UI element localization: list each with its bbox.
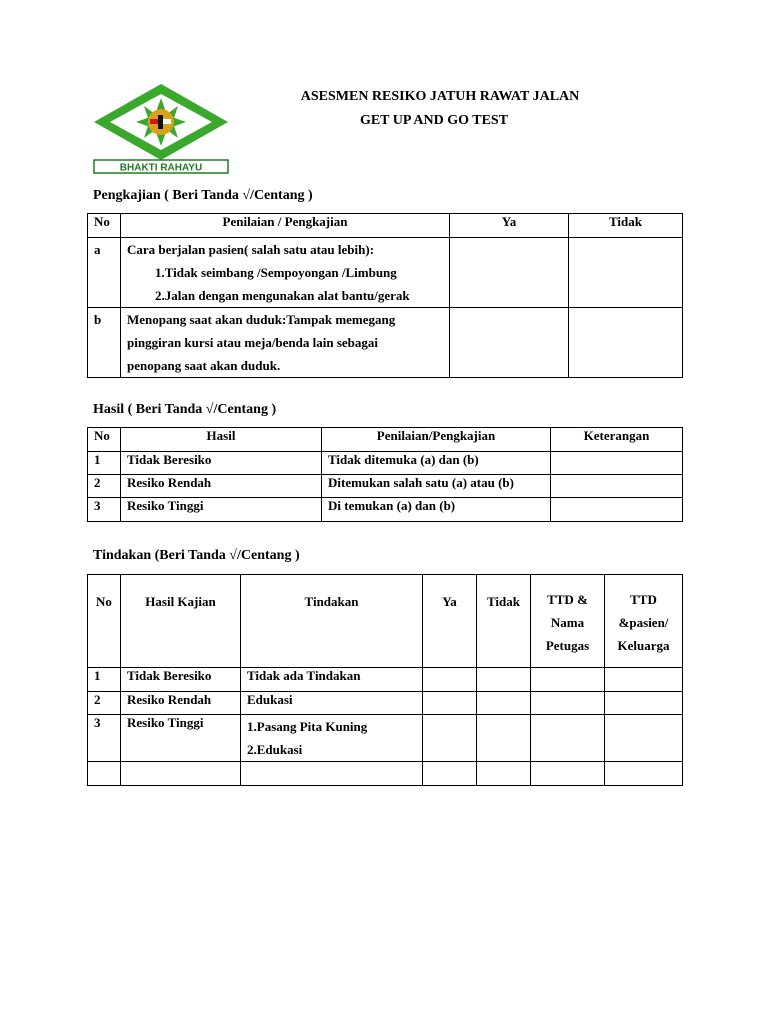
tindakan-line: 1.Pasang Pita Kuning — [247, 719, 368, 734]
penilaian-line: pinggiran kursi atau meja/benda lain sebagai — [127, 335, 379, 350]
table-header-row — [88, 428, 683, 452]
table-row — [88, 498, 683, 522]
tidak-cell[interactable] — [569, 238, 683, 308]
penilaian-line: 1.Tidak seimbang /Sempoyongan /Limbung — [155, 265, 397, 280]
keterangan-cell[interactable] — [551, 475, 683, 498]
row-no: 1 — [88, 452, 121, 475]
hospital-logo — [92, 82, 230, 174]
row-hasil[interactable] — [121, 762, 241, 786]
pengkajian-heading: Pengkajian ( Beri Tanda √/Centang ) — [93, 188, 313, 203]
tidak-cell[interactable] — [477, 715, 531, 762]
ttd-pasien-cell[interactable] — [605, 762, 683, 786]
row-tindakan: Edukasi — [241, 692, 423, 715]
table-row — [88, 715, 683, 762]
row-hasil: Resiko Rendah — [121, 692, 241, 715]
table-row — [88, 668, 683, 692]
keterangan-cell[interactable] — [551, 498, 683, 522]
row-tindakan — [241, 715, 423, 762]
row-penilaian: Di temukan (a) dan (b) — [322, 498, 551, 522]
col-header-ttd-pasien — [605, 575, 683, 668]
row-no: b — [88, 308, 121, 378]
row-tindakan[interactable] — [241, 762, 423, 786]
row-no[interactable] — [88, 762, 121, 786]
header-line: &pasien/ — [618, 615, 669, 630]
header-line: TTD & — [547, 592, 588, 607]
col-header-tidak: Tidak — [569, 214, 683, 238]
ttd-pasien-cell[interactable] — [605, 668, 683, 692]
ttd-pasien-cell[interactable] — [605, 715, 683, 762]
ya-cell[interactable] — [423, 692, 477, 715]
hasil-table — [87, 427, 683, 522]
row-hasil: Resiko Tinggi — [121, 498, 322, 522]
pengkajian-table — [87, 213, 683, 378]
tidak-cell[interactable] — [569, 308, 683, 378]
row-hasil: Tidak Beresiko — [121, 452, 322, 475]
col-header-no: No — [88, 214, 121, 238]
row-hasil: Resiko Rendah — [121, 475, 322, 498]
table-row — [88, 308, 683, 378]
ttd-petugas-cell[interactable] — [531, 762, 605, 786]
penilaian-line: Menopang saat akan duduk:Tampak memegang — [127, 312, 396, 327]
ya-cell[interactable] — [450, 308, 569, 378]
ttd-pasien-cell[interactable] — [605, 692, 683, 715]
row-penilaian: Ditemukan salah satu (a) atau (b) — [322, 475, 551, 498]
tindakan-table — [87, 574, 683, 786]
tindakan-heading: Tindakan (Beri Tanda √/Centang ) — [93, 548, 300, 563]
col-header-penilaian: Penilaian/Pengkajian — [322, 428, 551, 452]
logo-text: BHAKTI RAHAYU — [119, 162, 203, 174]
col-header-penilaian: Penilaian / Pengkajian — [121, 214, 450, 238]
ya-cell[interactable] — [423, 715, 477, 762]
row-no: 3 — [88, 715, 121, 762]
row-no: 2 — [88, 692, 121, 715]
row-no: 1 — [88, 668, 121, 692]
table-row — [88, 238, 683, 308]
header-line: Nama — [550, 615, 585, 630]
col-header-no: No — [88, 428, 121, 452]
table-row — [88, 452, 683, 475]
table-row — [88, 762, 683, 786]
tidak-cell[interactable] — [477, 762, 531, 786]
tidak-cell[interactable] — [477, 692, 531, 715]
row-penilaian — [121, 238, 450, 308]
col-header-hasil: Hasil — [121, 428, 322, 452]
document-subtitle: GET UP AND GO TEST — [359, 113, 509, 128]
header-line: Petugas — [545, 638, 590, 653]
table-header-row — [88, 214, 683, 238]
table-header-row — [88, 575, 683, 668]
penilaian-line: Cara berjalan pasien( salah satu atau lebih): — [127, 242, 375, 257]
col-header-hasil-kajian: Hasil Kajian — [121, 575, 241, 668]
col-header-keterangan: Keterangan — [551, 428, 683, 452]
header-line: TTD — [630, 592, 657, 607]
row-hasil: Tidak Beresiko — [121, 668, 241, 692]
col-header-tindakan: Tindakan — [241, 575, 423, 668]
hasil-heading: Hasil ( Beri Tanda √/Centang ) — [93, 402, 277, 417]
document-title: ASESMEN RESIKO JATUH RAWAT JALAN — [300, 89, 580, 104]
col-header-no: No — [88, 575, 121, 668]
col-header-tidak: Tidak — [477, 575, 531, 668]
header-line: Keluarga — [617, 638, 670, 653]
row-penilaian: Tidak ditemuka (a) dan (b) — [322, 452, 551, 475]
tindakan-line: 2.Edukasi — [247, 742, 303, 757]
ya-cell[interactable] — [423, 668, 477, 692]
table-row — [88, 692, 683, 715]
row-no: a — [88, 238, 121, 308]
ttd-petugas-cell[interactable] — [531, 668, 605, 692]
ttd-petugas-cell[interactable] — [531, 715, 605, 762]
tidak-cell[interactable] — [477, 668, 531, 692]
col-header-ttd-petugas — [531, 575, 605, 668]
row-no: 2 — [88, 475, 121, 498]
row-tindakan: Tidak ada Tindakan — [241, 668, 423, 692]
ya-cell[interactable] — [423, 762, 477, 786]
col-header-ya: Ya — [423, 575, 477, 668]
keterangan-cell[interactable] — [551, 452, 683, 475]
ttd-petugas-cell[interactable] — [531, 692, 605, 715]
row-penilaian — [121, 308, 450, 378]
col-header-ya: Ya — [450, 214, 569, 238]
penilaian-line: penopang saat akan duduk. — [127, 358, 281, 373]
table-row — [88, 475, 683, 498]
ya-cell[interactable] — [450, 238, 569, 308]
row-no: 3 — [88, 498, 121, 522]
row-hasil: Resiko Tinggi — [121, 715, 241, 762]
penilaian-line: 2.Jalan dengan mengunakan alat bantu/gerak — [155, 288, 410, 303]
